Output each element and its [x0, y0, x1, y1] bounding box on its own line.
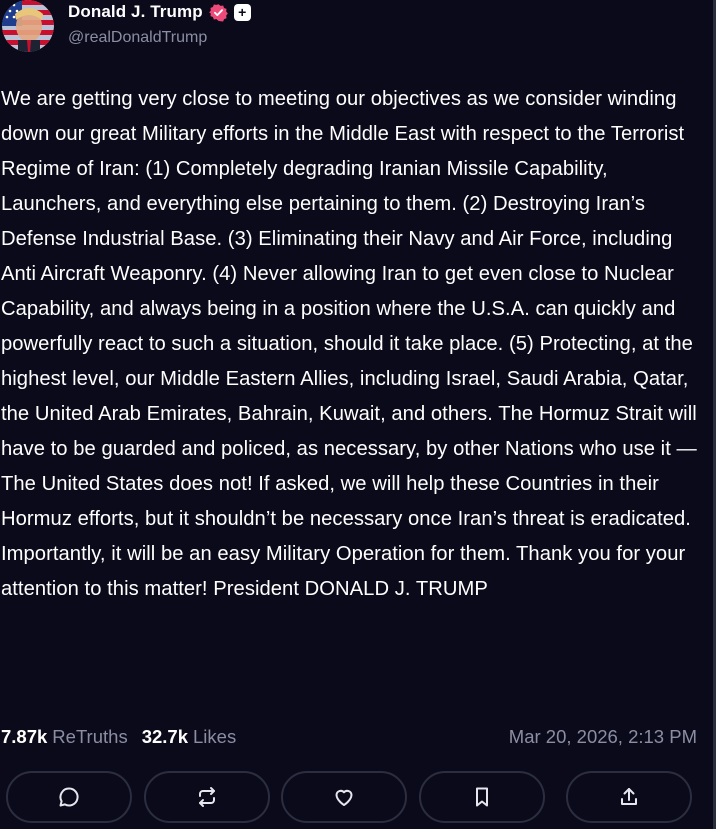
plus-icon: +: [234, 4, 251, 21]
retruths-label: ReTruths: [52, 726, 128, 747]
repost-icon: [195, 785, 219, 809]
retruth-button[interactable]: [144, 771, 270, 823]
reply-button[interactable]: [6, 771, 132, 823]
like-button[interactable]: [281, 771, 407, 823]
retruths-stat[interactable]: [1, 726, 128, 748]
post-text: We are getting very close to meeting our objectives as we consider winding down our great Military efforts in the Middle East with respect to the Terrorist Regime of Iran: (1) Completely degrading Iranian Missile Capability, Launchers, and everything else pertaining to them. (2) Destroying Iran’s Defense Industrial Base. (3) Eliminating their Navy and Air Force, including Anti Aircraft Weaponry. (4) Never allowing Iran to get even close to Nuclear Capability, and always being in a position where the U.S.A. can quickly and powerfully react to such a situation, should it take place. (5) Protecting, at the highest level, our Middle Eastern Allies, including Israel, Saudi Arabia, Qatar, the United Arab Emirates, Bahrain, Kuwait, and others. The Hormuz Strait will have to be guarded and policed, as necessary, by other Nations who use it — The United States does not! If asked, we will help these Countries in their Hormuz efforts, but it shouldn’t be necessary once Iran’s threat is eradicated. Importantly, it will be an easy Military Operation for them. Thank you for your attention to this matter! President DONALD J. TRUMP: [1, 88, 697, 600]
share-icon: [617, 785, 641, 809]
avatar[interactable]: [2, 0, 54, 52]
heart-icon: [332, 785, 356, 809]
bookmark-button[interactable]: [419, 771, 545, 823]
bookmark-icon: [470, 785, 494, 809]
post-timestamp[interactable]: Mar 20, 2026, 2:13 PM: [508, 726, 697, 747]
likes-count: 32.7k: [141, 726, 188, 747]
comment-icon: [57, 785, 81, 809]
post-stats: [1, 723, 697, 751]
retruths-count: 7.87k: [1, 726, 48, 747]
author-name-row: [68, 2, 251, 22]
likes-label: Likes: [193, 726, 237, 747]
author-display-name[interactable]: Donald J. Trump: [68, 2, 203, 21]
verified-badge-icon: [209, 3, 228, 22]
post-actions: [0, 771, 700, 827]
post-header: [0, 0, 700, 60]
likes-stat[interactable]: [142, 726, 237, 748]
author-handle[interactable]: @realDonaldTrump: [68, 29, 208, 46]
share-button[interactable]: [566, 771, 692, 823]
